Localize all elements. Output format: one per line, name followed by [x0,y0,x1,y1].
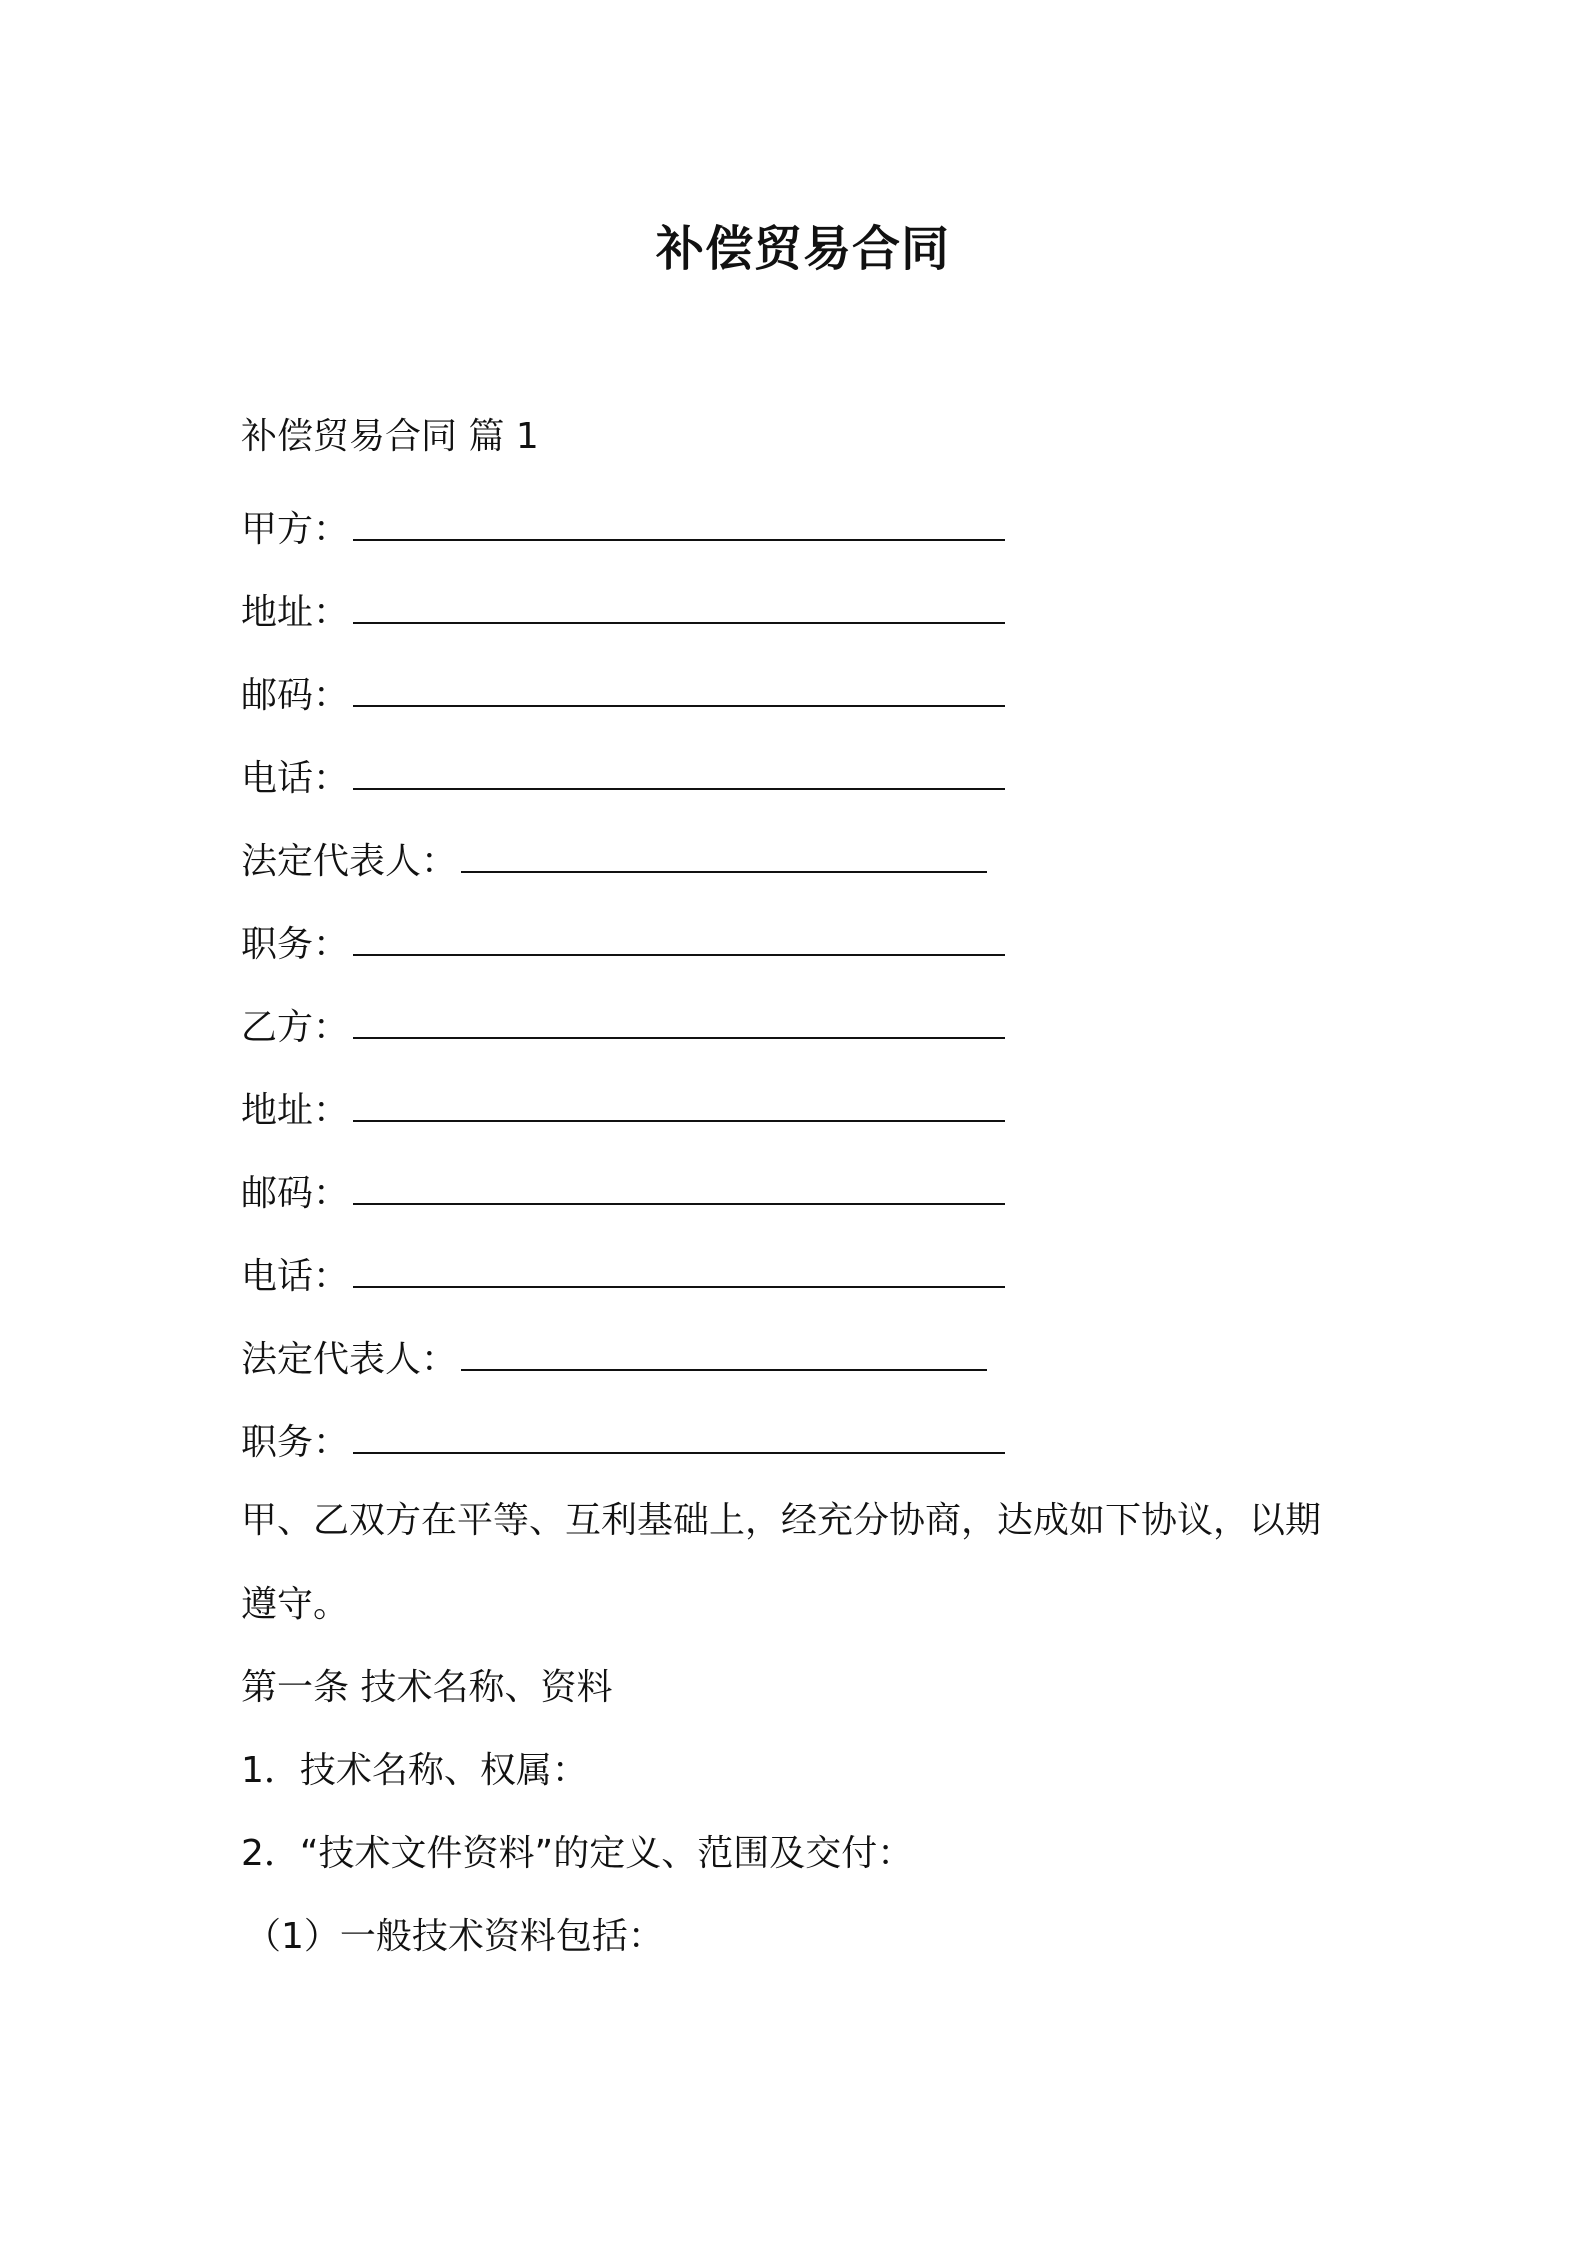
field-label: 职务： [241,924,350,965]
document-title: 补偿贸易合同 [655,221,950,277]
fill-in-blank [461,1333,987,1371]
fill-in-blank [353,752,1005,790]
article-1-item-2-sub-1: （1）一般技术资料包括： [245,1916,664,1957]
paragraph-line-1: 甲、乙双方在平等、互利基础上，经充分协商，达成如下协议，以期 [241,1500,1322,1541]
field-label: 邮码： [241,675,350,716]
field-party-b-position [241,1416,1005,1468]
field-label: 法定代表人： [241,841,458,882]
field-label: 电话： [241,758,350,799]
field-party-b-legal-rep [241,1333,987,1385]
fill-in-blank [461,835,987,873]
field-party-a-phone [241,752,1005,804]
field-label: 职务： [241,1422,350,1463]
fill-in-blank [353,918,1005,956]
field-label: 地址： [241,592,350,633]
field-label: 电话： [241,1256,350,1297]
fill-in-blank [353,1416,1005,1454]
fill-in-blank [353,1167,1005,1205]
article-1-heading: 第一条 技术名称、资料 [241,1667,613,1708]
section-heading: 补偿贸易合同 篇 1 [241,416,539,457]
field-party-b [241,1001,1005,1053]
field-party-b-phone [241,1250,1005,1302]
field-party-b-postcode [241,1167,1005,1219]
field-party-a [241,503,1005,555]
field-party-a-position [241,918,1005,970]
fill-in-blank [353,1084,1005,1122]
field-label: 法定代表人： [241,1339,458,1380]
paragraph-line-2: 遵守。 [241,1584,350,1625]
article-1-item-2: 2．“技术文件资料”的定义、范围及交付： [241,1833,914,1874]
field-party-a-legal-rep [241,835,987,887]
field-party-a-postcode [241,669,1005,721]
field-party-b-address [241,1084,1005,1136]
article-1-item-1: 1．技术名称、权属： [241,1750,588,1791]
fill-in-blank [353,1001,1005,1039]
field-party-a-address [241,586,1005,638]
fill-in-blank [353,1250,1005,1288]
fill-in-blank [353,503,1005,541]
fill-in-blank [353,586,1005,624]
field-label: 邮码： [241,1173,350,1214]
field-label: 地址： [241,1090,350,1131]
field-label: 甲方： [241,509,350,550]
fill-in-blank [353,669,1005,707]
field-label: 乙方： [241,1007,350,1048]
